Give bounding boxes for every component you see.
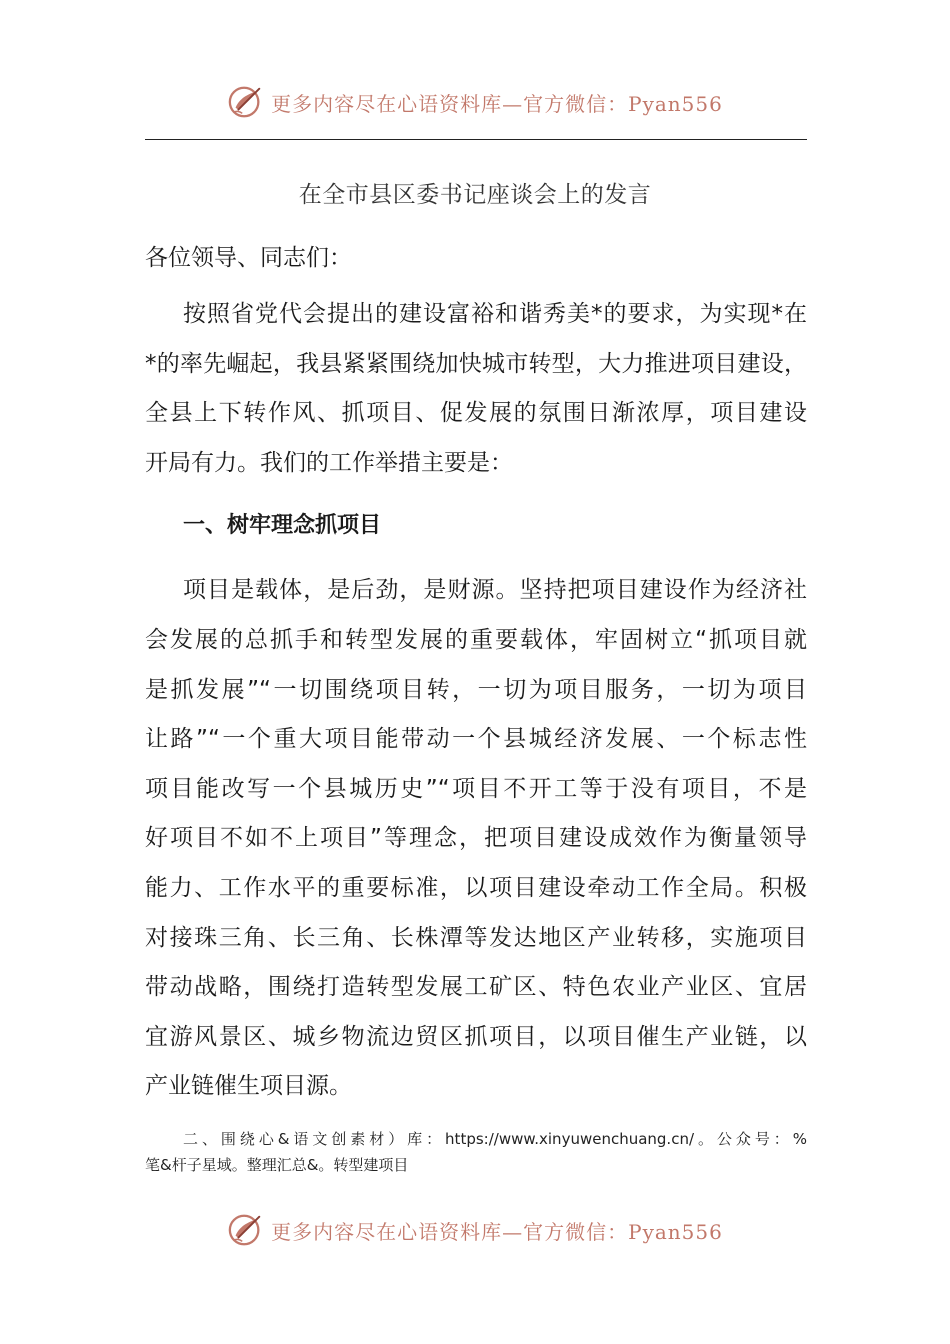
paragraph-line: 开局有力。我们的工作举措主要是： xyxy=(145,449,513,476)
section1-paragraph xyxy=(145,566,807,1112)
paragraph-line: 能力、工作水平的重要标准，以项目建设牵动工作全局。积极 xyxy=(145,874,807,901)
paragraph-line: 对接珠三角、长三角、长株潭等发达地区产业转移，实施项目 xyxy=(145,924,807,951)
salutation: 各位领导、同志们： xyxy=(145,245,352,271)
paragraph-line: 按照省党代会提出的建设富裕和谐秀美*的要求，为实现*在 xyxy=(183,301,807,327)
paragraph-line: 宜游风景区、城乡物流边贸区抓项目，以项目催生产业链，以 xyxy=(145,1023,807,1050)
paragraph-line: 让路”“一个重大项目能带动一个县城经济发展、一个标志性 xyxy=(145,726,807,753)
document-body xyxy=(145,234,807,1112)
document-title: 在全市县区委书记座谈会上的发言 xyxy=(298,182,652,208)
pen-logo-icon xyxy=(227,83,265,121)
paragraph-line: 项目能改写一个县城历史”“项目不开工等于没有项目，不是 xyxy=(145,775,807,802)
paragraph-line: 好项目不如不上项目”等理念，把项目建设成效作为衡量领导 xyxy=(145,825,807,852)
intro-paragraph xyxy=(145,290,807,488)
header-banner-text: 更多内容尽在心语资料库—官方微信：Pyan556 xyxy=(271,91,723,116)
section-heading: 一、树牢理念抓项目 xyxy=(183,513,382,539)
header-divider xyxy=(145,139,807,140)
paragraph-line: 会发展的总抓手和转型发展的重要载体，牢固树立“抓项目就 xyxy=(145,626,807,653)
footnote xyxy=(145,1126,807,1178)
pen-logo-icon xyxy=(227,1211,265,1249)
footer-banner-text: 更多内容尽在心语资料库—官方微信：Pyan556 xyxy=(271,1219,723,1244)
paragraph-line: 项目是载体，是后劲，是财源。坚持把项目建设作为经济社 xyxy=(183,577,807,604)
footnote-line: 笔&杆子星域。整理汇总&。转型建项目 xyxy=(145,1156,409,1174)
paragraph-line: 产业链催生项目源。 xyxy=(145,1073,352,1100)
footer-banner xyxy=(0,1208,950,1252)
footnote-line: 二、围绕心&语文创素材）库：https://www.xinyuwenchuang.cn/。公众号：% xyxy=(183,1130,807,1148)
paragraph-line: 全县上下转作风、抓项目、促发展的氛围日渐浓厚，项目建设 xyxy=(145,400,807,427)
paragraph-line: 是抓发展”“一切围绕项目转，一切为项目服务，一切为项目 xyxy=(145,676,807,703)
paragraph-line: 带动战略，围绕打造转型发展工矿区、特色农业产业区、宜居 xyxy=(145,974,807,1001)
paragraph-line: *的率先崛起，我县紧紧围绕加快城市转型，大力推进项目建设， xyxy=(145,350,807,377)
header-banner xyxy=(0,80,950,124)
